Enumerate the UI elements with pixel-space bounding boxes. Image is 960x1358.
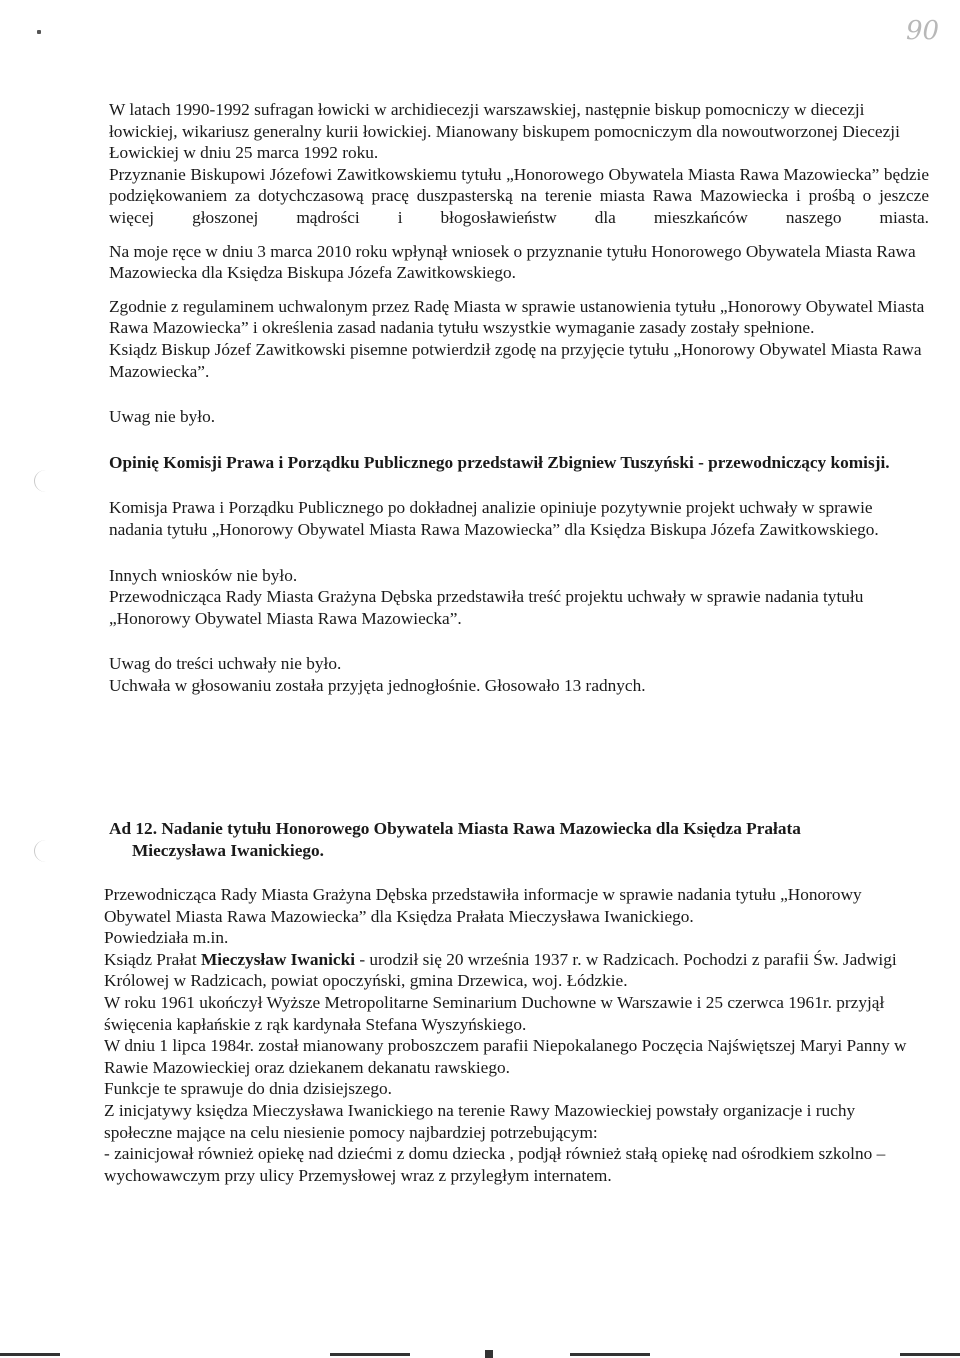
paragraph: Komisja Prawa i Porządku Publicznego po dokładnej analizie opiniuje pozytywnie projekt uchwały w sprawie nadania tytułu „Honorowy Obywatel Miasta Rawa Mazowiecka” dla Księdza Biskupa Józefa Zawitkowskiego. <box>109 498 879 539</box>
paragraph: W roku 1961 ukończył Wyższe Metropolitarne Seminarium Duchowne w Warszawie i 25 czerwca 1961r. przyjął święcenia kapłańskie z rąk kardynała Stefana Wyszyńskiego. <box>104 992 885 1034</box>
scan-edge-mark <box>0 1353 60 1356</box>
paragraph: Ksiądz Biskup Józef Zawitkowski pisemne potwierdził zgodę na przyjęcie tytułu „Honorowy Obywatel Miasta Rawa Mazowiecka”. <box>109 339 922 381</box>
scan-edge-mark <box>330 1353 410 1356</box>
punch-hole-mark <box>34 840 57 862</box>
paragraph: Przewodnicząca Rady Miasta Grażyna Dębska przedstawiła treść projektu uchwały w sprawie nadania tytułu „Honorowy Obywatel Miasta Rawa Mazowiecka”. <box>109 587 864 628</box>
paragraph: Funkcje te sprawuje do dnia dzisiejszego. <box>104 1079 392 1099</box>
scan-edge-mark <box>900 1353 960 1356</box>
page-number: 90 <box>906 16 940 46</box>
agenda-heading-line: Mieczysława Iwanickiego. <box>132 840 324 860</box>
paragraph: Zgodnie z regulaminem uchwalonym przez Radę Miasta w sprawie ustanowienia tytułu „Honorowy Obywatel Miasta Rawa Mazowiecka” i określenia zasad nadania tytułu wszystkie wymaganie zasady zostały spełnione. <box>109 296 925 338</box>
paragraph: W dniu 1 lipca 1984r. został mianowany proboszczem parafii Niepokalanego Poczęcia Najświętszej Maryi Panny w Rawie Mazowieckiej oraz dziekanem dekanatu rawskiego. <box>104 1036 907 1077</box>
paragraph: Z inicjatywy księdza Mieczysława Iwanickiego na terenie Rawy Mazowieckiej powstały organizacje i ruchy społeczne mające na celu niesienie pomocy najbardziej potrzebującym: <box>104 1100 856 1142</box>
paragraph: - zainicjował również opiekę nad dziećmi z domu dziecka , podjął również stałą opiekę nad ośrodkiem szkolno – wychowawczym przy ulicy Przemysłowej wraz z przyległym internatem. <box>104 1144 886 1185</box>
paragraph: Na moje ręce w dniu 3 marca 2010 roku wpłynął wniosek o przyznanie tytułu Honorowego Obywatela Miasta Rawa Mazowiecka dla Księdza Biskupa Józefa Zawitkowskiego. <box>109 241 916 283</box>
scan-edge-mark <box>570 1353 650 1356</box>
text-block-prelate <box>104 884 924 1186</box>
paragraph: W latach 1990-1992 sufragan łowicki w archidiecezji warszawskiej, następnie biskup pomocniczy w diecezji łowickiej, wikariusz generalny kurii łowickiej. Mianowany biskupem pomocniczym dla nowoutworzonej Diecezji Łowickiej w dniu 25 marca 1992 roku. <box>109 100 900 163</box>
paragraph: Powiedziała m.in. <box>104 928 229 948</box>
paragraph: Uchwała w głosowaniu została przyjęta jednogłośnie. Głosowało 13 radnych. <box>109 675 646 695</box>
paragraph: Uwag nie było. <box>109 407 216 427</box>
paragraph: Innych wniosków nie było. <box>109 565 298 585</box>
scan-speck <box>37 30 41 34</box>
punch-hole-mark <box>34 470 57 492</box>
agenda-heading-line: Ad 12. Nadanie tytułu Honorowego Obywatela Miasta Rawa Mazowiecka dla Księdza Prałata <box>109 819 801 838</box>
bio-rest: - urodził się 20 września 1937 r. w Radzicach. Pochodzi z parafii Św. Jadwigi Królowej w Radzicach, powiat opoczyński, gmina Drzewica, woj. Łódzkie. <box>104 949 897 991</box>
agenda-item-heading <box>109 818 929 861</box>
paragraph: Przewodnicząca Rady Miasta Grażyna Dębska przedstawiła informacje w sprawie nadania tytułu „Honorowy Obywatel Miasta Rawa Mazowiecka” dla Księdza Prałata Mieczysława Iwanickiego. <box>104 885 862 926</box>
paragraph: Uwag do treści uchwały nie było. <box>109 654 342 674</box>
bio-name: Mieczysław Iwanicki <box>200 949 356 969</box>
text-block-bishop <box>109 99 929 696</box>
paragraph: Przyznanie Biskupowi Józefowi Zawitkowskiemu tytułu „Honorowego Obywatela Miasta Rawa Mazowiecka” będzie podziękowaniem za dotychczasową pracę duszpasterską na terenie miasta Rawa Mazowiecka i prośbą o jeszcze więcej głoszonej mądrości i błogosławieństw dla mieszkańców naszego miasta. <box>109 164 929 227</box>
scan-edge-mark <box>485 1350 493 1358</box>
paragraph-bio <box>104 949 924 992</box>
bio-prefix: Ksiądz Prałat <box>104 949 201 969</box>
paragraph-heading: Opinię Komisji Prawa i Porządku Publicznego przedstawił Zbigniew Tuszyński - przewodniczący komisji. <box>109 452 890 472</box>
